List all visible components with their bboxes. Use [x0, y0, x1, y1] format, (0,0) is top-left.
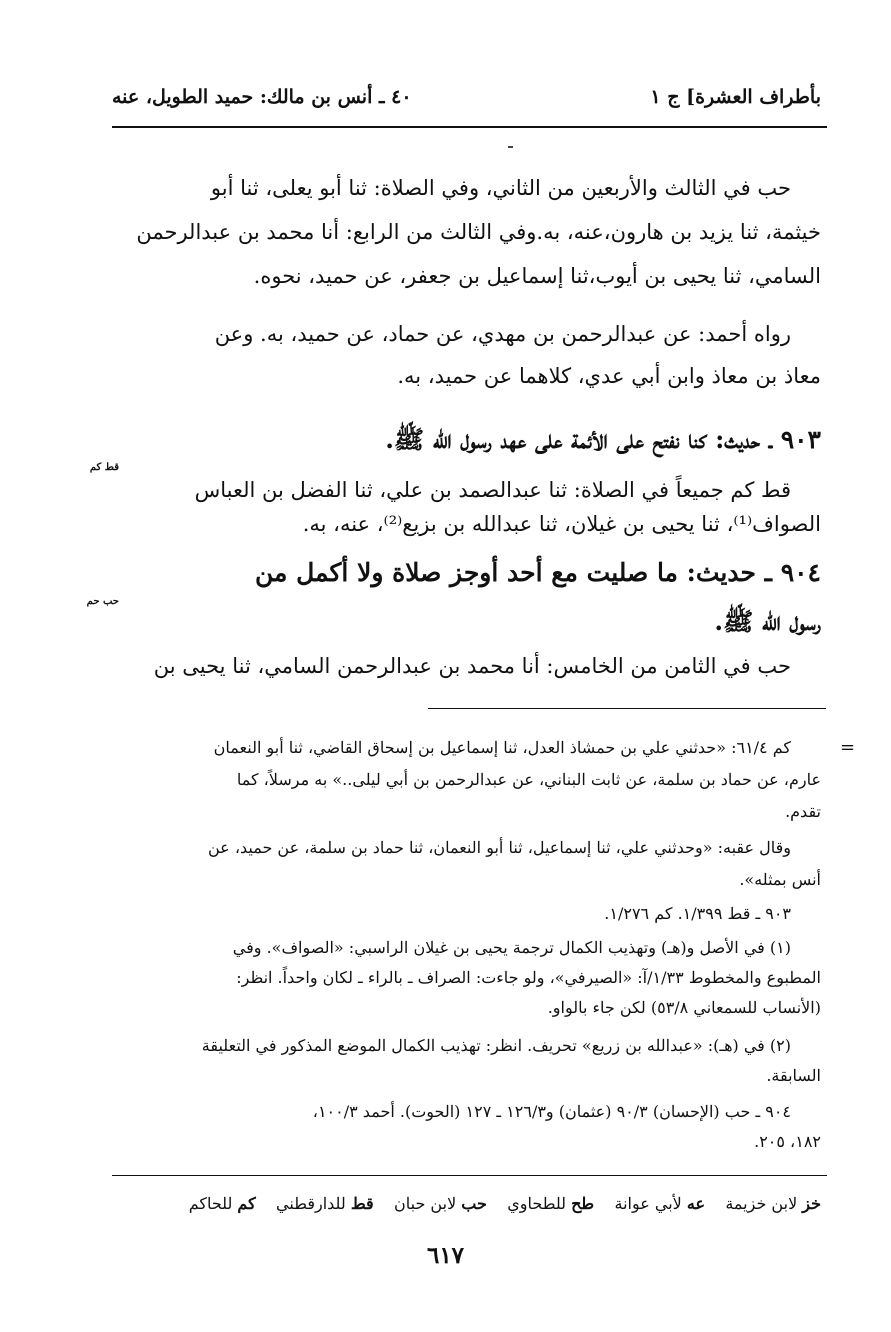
- page-number: ٦١٧: [426, 1242, 465, 1269]
- key-abbr: حب: [461, 1194, 487, 1213]
- hadith-904-heading: ٩٠٤ ـ حديث: ما صليت مع أحد أوجز صلاة ولا أكمل من: [255, 558, 821, 587]
- source-marks-903: قط كم: [89, 462, 119, 473]
- key-name: لأبي عوانة: [614, 1194, 682, 1213]
- key-abbr: خز: [802, 1194, 821, 1213]
- footnote-line: (الأنساب للسمعاني ٥٣/٨) لكن جاء بالواو.: [547, 998, 821, 1017]
- text-line: معاذ بن معاذ وابن أبي عدي، كلاهما عن حميد، به.: [397, 364, 821, 388]
- key-abbr: كم: [237, 1194, 256, 1213]
- running-header-title: بأطراف العشرة] ج ١: [650, 86, 821, 108]
- key-name: لابن حبان: [394, 1194, 457, 1213]
- footnote-line: (١) في الأصل و(هـ) وتهذيب الكمال ترجمة يحيى بن غيلان الراسبي: «الصواف». وفي: [232, 938, 791, 957]
- key-abbr: عه: [686, 1194, 705, 1213]
- text-line: حب في الثامن من الخامس: أنا محمد بن عبدالرحمن السامي، ثنا يحيى بن: [153, 654, 791, 678]
- text-line: السامي، ثنا يحيى بن أيوب،ثنا إسماعيل بن جعفر، عن حميد، نحوه.: [253, 264, 821, 288]
- footnote-line: عارم، عن حماد بن سلمة، عن ثابت البناني، عن عبدالرحمن بن أبي ليلى..» به مرسلاً، كما: [236, 770, 821, 789]
- footnote-line: ١٨٢، ٢٠٥.: [754, 1132, 821, 1151]
- key-name: للطحاوي: [507, 1194, 566, 1213]
- text-line: خيثمة، ثنا يزيد بن هارون،عنه، به.وفي الثالث من الرابع: أنا محمد بن عبدالرحمن: [136, 220, 821, 244]
- footnote-rule: [428, 708, 826, 709]
- key-name: للحاكم: [188, 1194, 233, 1213]
- footnote-line: كم ٦١/٤: «حدثني علي بن حمشاذ العدل، ثنا إسماعيل بن إسحاق القاضي، ثنا أبو النعمان: [213, 738, 791, 757]
- key-abbr: طح: [571, 1194, 595, 1213]
- key-name: لابن خزيمة: [725, 1194, 798, 1213]
- footnote-line: السابقة.: [766, 1066, 821, 1085]
- text-line: رواه أحمد: عن عبدالرحمن بن مهدي، عن حماد، عن حميد، به. وعن: [214, 322, 791, 346]
- hadith-904-heading-end: رسول الله ﷺ.: [714, 607, 821, 636]
- text-line: الصواف⁽¹⁾، ثنا يحيى بن غيلان، ثنا عبدالله بن بزيع⁽²⁾، عنه، به.: [302, 512, 821, 536]
- footnote-line: (٢) في (هـ): «عبدالله بن زريع» تحريف. انظر: تهذيب الكمال الموضع المذكور في التعليقة: [201, 1036, 791, 1055]
- text-line: قط كم جميعاً في الصلاة: ثنا عبدالصمد بن علي، ثنا الفضل بن العباس: [194, 478, 791, 502]
- footnote-line: ٩٠٣ ـ قط ١/٣٩٩. كم ١/٢٧٦.: [604, 904, 791, 923]
- footnote-continuation-marker: =: [840, 737, 856, 758]
- footnote-line: أنس بمثله».: [739, 870, 821, 889]
- running-header-chapter: ٤٠ ـ أنس بن مالك: حميد الطويل، عنه: [112, 86, 412, 108]
- key-abbr: قط: [350, 1194, 374, 1213]
- source-marks-904: حب حم: [86, 596, 119, 607]
- footnote-line: المطبوع والمخطوط ١/٣٣/آ: «الصيرفي»، ولو جاءت: الصراف ـ بالراء ـ لكان واحداً. انظر:: [236, 968, 821, 987]
- key-name: للدارقطني: [276, 1194, 346, 1213]
- footnote-line: تقدم.: [785, 802, 821, 821]
- key-rule: [112, 1175, 827, 1176]
- hadith-903-heading: ٩٠٣ ـ حديث: كنا نفتح على الأئمة على عهد رسول الله ﷺ.: [385, 425, 821, 454]
- header-rule: [112, 126, 827, 128]
- footnote-line: ٩٠٤ ـ حب (الإحسان) ٩٠/٣ (عثمان) و١٢٦/٣ ـ ١٢٧ (الحوت). أحمد ١٠٠/٣،: [312, 1102, 791, 1121]
- footnote-line: وقال عقبه: «وحدثني علي، ثنا إسماعيل، ثنا أبو النعمان، ثنا حماد بن سلمة، عن حميد، عن: [208, 838, 791, 857]
- text-line: حب في الثالث والأربعين من الثاني، وفي الصلاة: ثنا أبو يعلى، ثنا أبو: [210, 176, 791, 200]
- abbreviation-key: [189, 1194, 821, 1213]
- print-speck: [508, 146, 513, 148]
